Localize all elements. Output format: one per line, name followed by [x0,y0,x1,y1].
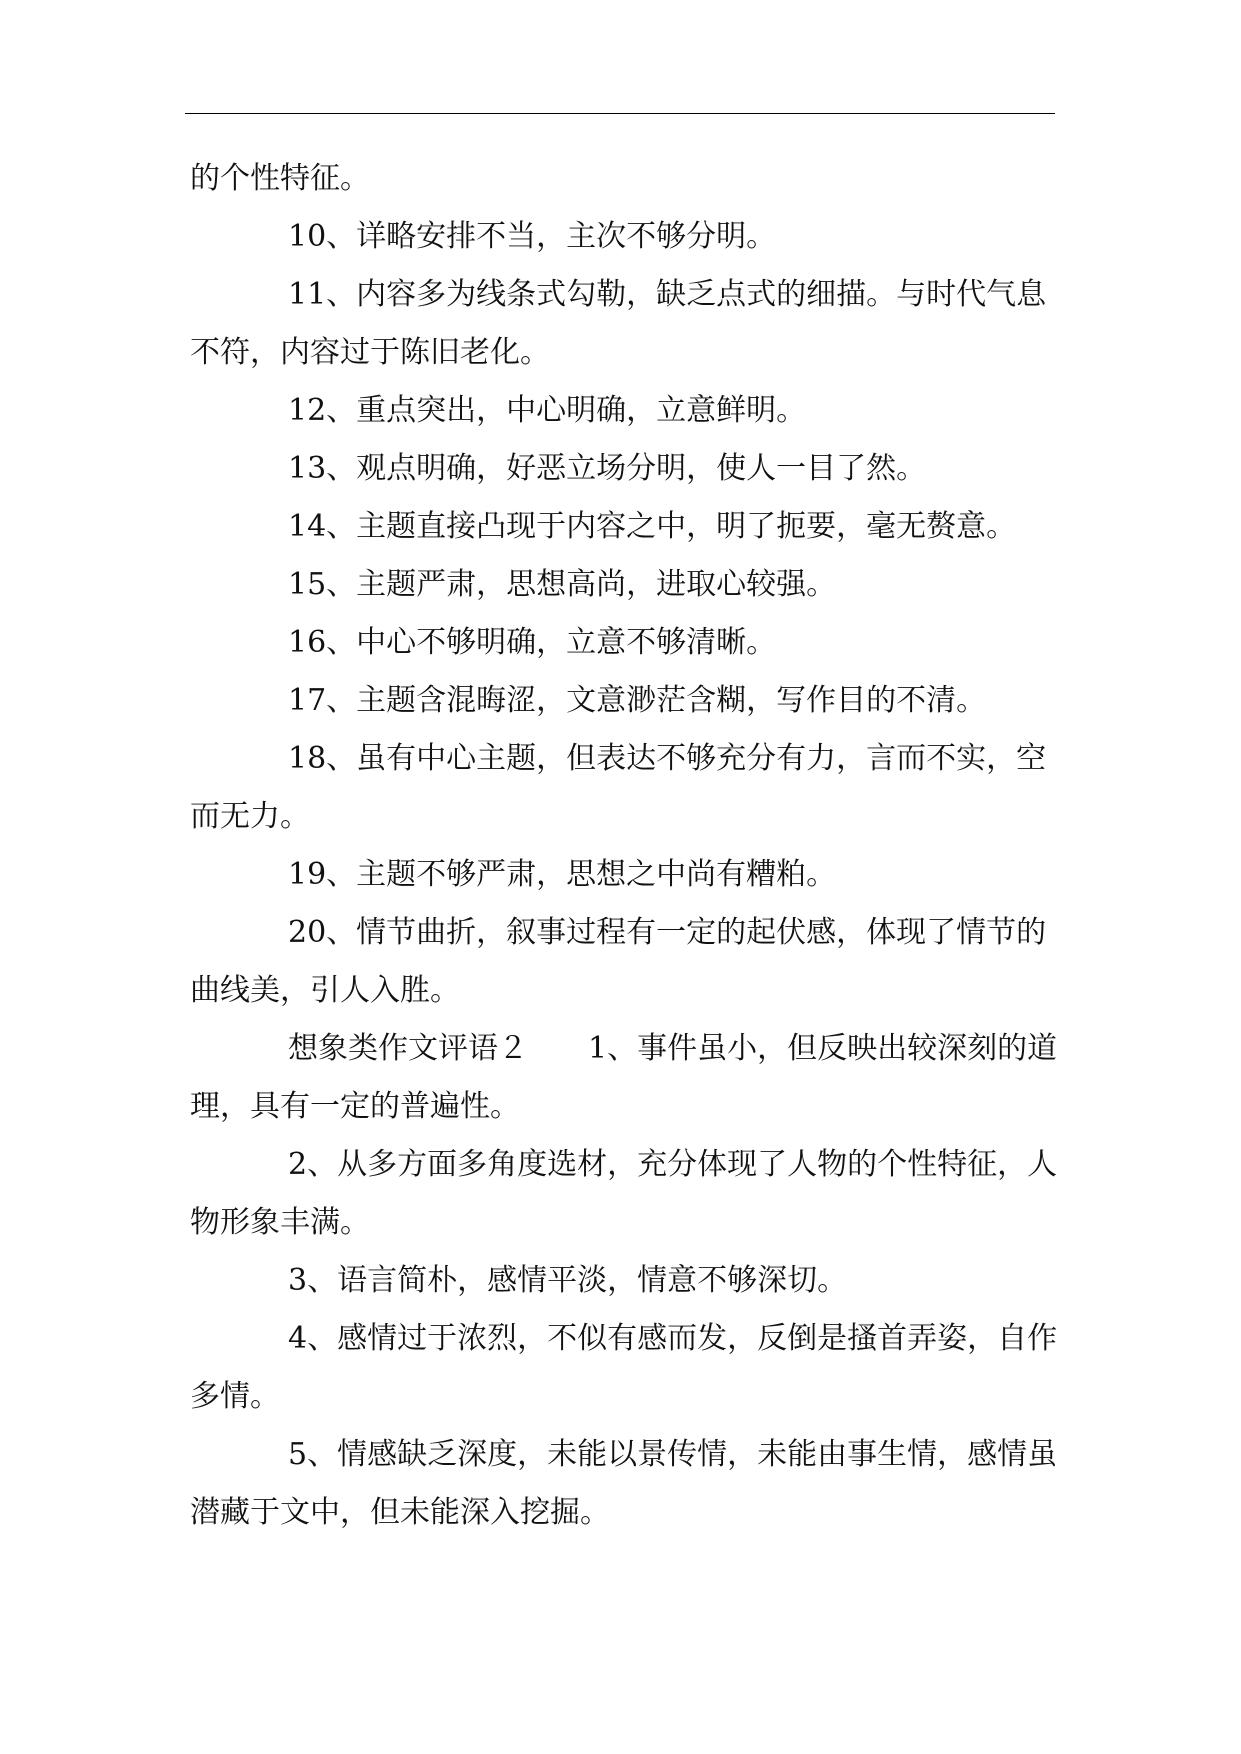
paragraph: 16、中心不够明确，立意不够清晰。 [288,625,777,660]
paragraph: 15、主题严肃，思想高尚，进取心较强。 [288,567,837,602]
paragraph: 14、主题直接凸现于内容之中，明了扼要，毫无赘意。 [288,509,1017,544]
paragraph: 20、情节曲折，叙事过程有一定的起伏感，体现了情节的曲线美，引人入胜。 [190,915,1047,1008]
paragraph: 3、语言简朴，感情平淡，情意不够深切。 [288,1263,848,1298]
paragraph: 11、内容多为线条式勾勒，缺乏点式的细描。与时代气息不符，内容过于陈旧老化。 [190,277,1047,370]
paragraph: 的个性特征。 [190,161,370,196]
header-rule [185,113,1055,114]
paragraph: 10、详略安排不当，主次不够分明。 [288,219,777,254]
paragraph: 12、重点突出，中心明确，立意鲜明。 [288,393,807,428]
paragraph: 4、感情过于浓烈，不似有感而发，反倒是搔首弄姿，自作多情。 [190,1321,1058,1414]
paragraph: 想象类作文评语２ 1、事件虽小，但反映出较深刻的道理，具有一定的普遍性。 [190,1031,1058,1124]
paragraph: 17、主题含混晦涩，文意渺茫含糊，写作目的不清。 [288,683,987,718]
document-body [190,150,1060,1542]
paragraph: 2、从多方面多角度选材，充分体现了人物的个性特征，人物形象丰满。 [190,1147,1058,1240]
paragraph: 18、虽有中心主题，但表达不够充分有力，言而不实，空而无力。 [190,741,1047,834]
paragraph: 19、主题不够严肃，思想之中尚有糟粕。 [288,857,837,892]
paragraph: 5、情感缺乏深度，未能以景传情，未能由事生情，感情虽潜藏于文中，但未能深入挖掘。 [190,1437,1058,1530]
paragraph: 13、观点明确，好恶立场分明，使人一目了然。 [288,451,927,486]
